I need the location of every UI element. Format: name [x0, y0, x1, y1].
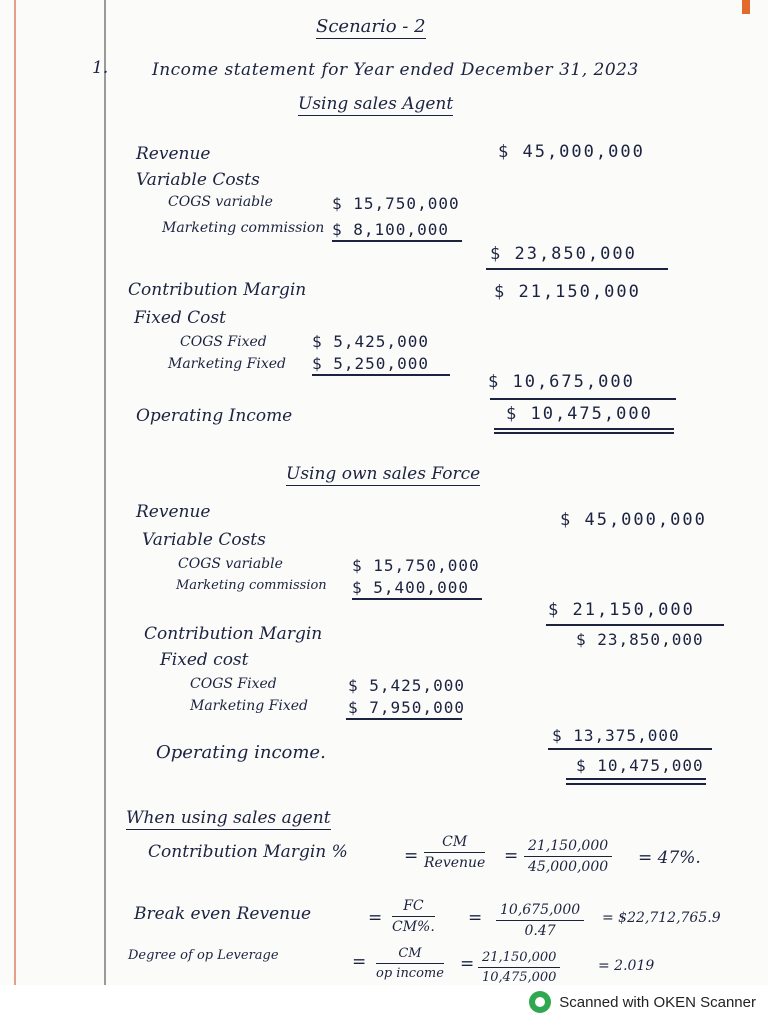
- page-corner-tab: [742, 0, 750, 14]
- own-fixed-total: $ 13,375,000: [552, 726, 680, 745]
- own-cogs-variable-amount: $ 15,750,000: [352, 556, 480, 575]
- agent-contribution-margin-label: Contribution Margin: [128, 280, 307, 300]
- own-variable-total: $ 21,150,000: [548, 600, 695, 620]
- be-value-fraction: [496, 902, 584, 939]
- agent-fixed-cost-label: Fixed Cost: [134, 308, 226, 328]
- own-revenue-amount: $ 45,000,000: [560, 510, 707, 530]
- cm-formula-fraction: [424, 834, 485, 871]
- agent-marketing-commission-amount: $ 8,100,000: [332, 220, 449, 239]
- agent-heading: Using sales Agent: [298, 94, 454, 114]
- own-contribution-margin-amount: $ 23,850,000: [576, 630, 704, 649]
- cm-value-fraction: [524, 838, 612, 875]
- cm-equals-1: =: [404, 846, 419, 866]
- dol-value-fraction: [478, 950, 560, 985]
- cm-result: = 47%.: [638, 848, 701, 868]
- scanner-footer: [0, 985, 768, 1024]
- cm-percent-label: Contribution Margin %: [148, 842, 348, 862]
- cm-formula-denominator: Revenue: [424, 855, 486, 871]
- own-cogs-fixed-label: COGS Fixed: [190, 676, 277, 692]
- agent-revenue-label: Revenue: [136, 144, 211, 164]
- own-contribution-margin-label: Contribution Margin: [144, 624, 323, 644]
- be-equals-1: =: [368, 908, 383, 928]
- own-operating-income-rule-1: [566, 778, 706, 780]
- dol-value-numerator: 21,150,000: [478, 950, 560, 968]
- agent-fixed-rule: [312, 374, 450, 376]
- scanner-watermark: [529, 991, 756, 1013]
- cm-formula-numerator: CM: [424, 834, 485, 853]
- statement-title: Income statement for Year ended December 31, 2023: [152, 60, 639, 80]
- agent-operating-income-amount: $ 10,475,000: [506, 404, 653, 424]
- own-operating-income-amount: $ 10,475,000: [576, 756, 704, 775]
- agent-cogs-variable-label: COGS variable: [168, 194, 273, 210]
- agent-operating-income-label: Operating Income: [136, 406, 293, 426]
- agent-variable-total-rule: [486, 268, 668, 270]
- own-cogs-fixed-amount: $ 5,425,000: [348, 676, 465, 695]
- agent-marketing-commission-label: Marketing commission: [162, 220, 325, 236]
- dol-value-denominator: 10,475,000: [482, 970, 557, 985]
- own-marketing-commission-amount: $ 5,400,000: [352, 578, 469, 597]
- cm-value-denominator: 45,000,000: [528, 859, 609, 875]
- own-cogs-variable-label: COGS variable: [178, 556, 283, 572]
- agent-marketing-fixed-label: Marketing Fixed: [168, 356, 287, 372]
- be-value-numerator: 10,675,000: [496, 902, 584, 921]
- agent-operating-income-rule-1: [494, 428, 674, 430]
- be-equals-2: =: [468, 908, 483, 928]
- calc-heading: When using sales agent: [126, 808, 331, 828]
- own-variable-total-rule: [546, 624, 724, 626]
- be-formula-fraction: [392, 898, 435, 935]
- be-formula-denominator: CM%.: [392, 919, 435, 935]
- own-operating-income-rule-2: [566, 783, 706, 785]
- own-revenue-label: Revenue: [136, 502, 211, 522]
- dol-formula-numerator: CM: [376, 946, 444, 964]
- agent-fixed-total-rule: [490, 398, 676, 400]
- own-marketing-commission-label: Marketing commission: [176, 578, 327, 593]
- margin-line: [104, 0, 106, 985]
- dol-formula-denominator: op income: [376, 966, 444, 981]
- be-formula-numerator: FC: [392, 898, 435, 917]
- own-heading: Using own sales Force: [286, 464, 481, 484]
- agent-variable-total: $ 23,850,000: [490, 244, 637, 264]
- cm-value-numerator: 21,150,000: [524, 838, 612, 857]
- agent-fixed-total: $ 10,675,000: [488, 372, 635, 392]
- be-result: = $22,712,765.9: [602, 910, 721, 926]
- scanner-text: Scanned with OKEN Scanner: [559, 993, 756, 1011]
- dol-equals-1: =: [352, 952, 367, 972]
- own-marketing-fixed-label: Marketing Fixed: [190, 698, 309, 714]
- page-left-edge: [14, 0, 16, 985]
- dol-formula-fraction: [376, 946, 444, 981]
- dol-equals-2: =: [460, 954, 475, 974]
- agent-cogs-fixed-amount: $ 5,425,000: [312, 332, 429, 351]
- own-variable-costs-label: Variable Costs: [142, 530, 266, 550]
- question-number: 1.: [92, 58, 109, 78]
- agent-cogs-variable-amount: $ 15,750,000: [332, 194, 460, 213]
- agent-operating-income-rule-2: [494, 432, 674, 434]
- dol-label: Degree of op Leverage: [128, 948, 279, 963]
- be-value-denominator: 0.47: [524, 923, 556, 939]
- own-variable-rule: [352, 598, 482, 600]
- own-fixed-rule: [346, 718, 462, 720]
- own-fixed-total-rule: [548, 748, 712, 750]
- agent-marketing-fixed-amount: $ 5,250,000: [312, 354, 429, 373]
- scenario-title: Scenario - 2: [316, 16, 426, 37]
- oken-scanner-icon: [529, 991, 551, 1013]
- dol-result: = 2.019: [598, 958, 655, 974]
- breakeven-label: Break even Revenue: [134, 904, 312, 924]
- own-marketing-fixed-amount: $ 7,950,000: [348, 698, 465, 717]
- agent-contribution-margin-amount: $ 21,150,000: [494, 282, 641, 302]
- own-operating-income-label: Operating income.: [156, 742, 326, 763]
- agent-variable-rule: [332, 240, 462, 242]
- agent-revenue-amount: $ 45,000,000: [498, 142, 645, 162]
- cm-equals-2: =: [504, 846, 519, 866]
- agent-cogs-fixed-label: COGS Fixed: [180, 334, 267, 350]
- agent-variable-costs-label: Variable Costs: [136, 170, 260, 190]
- own-fixed-cost-label: Fixed cost: [160, 650, 249, 670]
